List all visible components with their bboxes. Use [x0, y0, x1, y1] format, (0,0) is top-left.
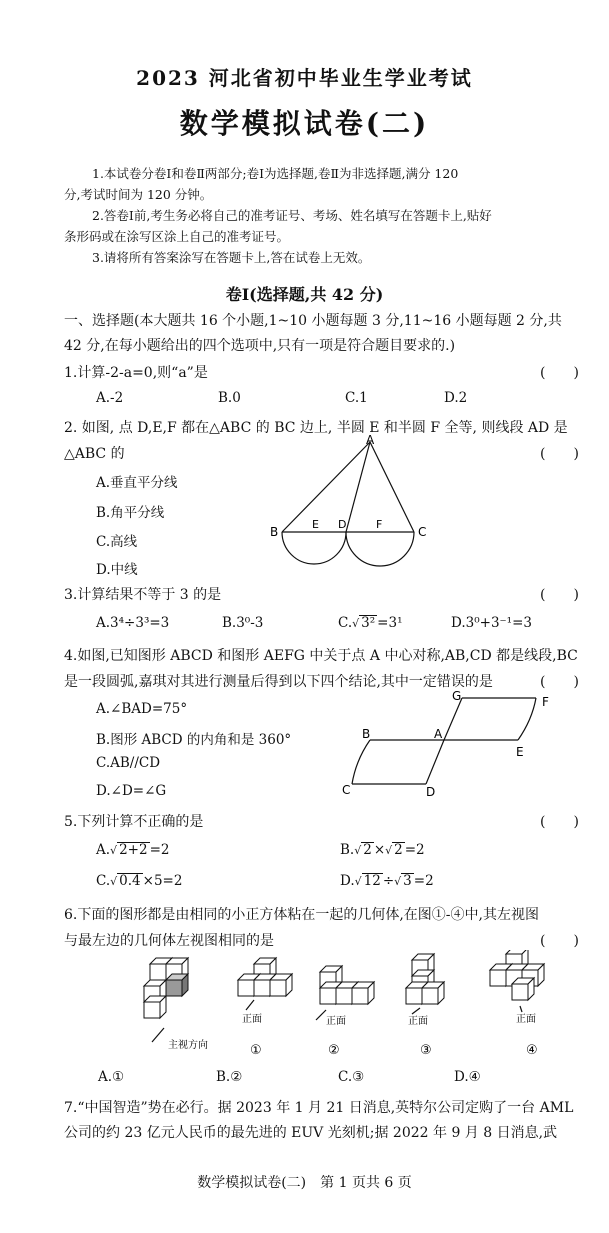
q6-front-label-1: 正面	[242, 1014, 262, 1025]
q6-figure-num-3: ③	[420, 1043, 432, 1058]
q2-option-c: C.高线	[96, 534, 138, 550]
q6-option-b: B.②	[216, 1069, 243, 1085]
exam-subtitle: 数学模拟试卷(二)	[179, 107, 430, 140]
q2-option-d: D.中线	[96, 562, 138, 578]
q2-label-c: C	[418, 525, 427, 539]
q2-label-a: A	[366, 433, 375, 447]
q5-option-c-result: ×5=2	[142, 873, 183, 889]
section-title: 卷Ⅰ(选择题,共 42 分)	[225, 285, 384, 304]
q6-front-label-4: 正面	[516, 1014, 536, 1025]
q3-option-c-radicand: 3²	[361, 615, 376, 631]
q6-solid-3	[406, 954, 444, 1004]
q3-option-a: A.3⁴÷3³=3	[96, 615, 170, 631]
q6-front-arrow-3	[412, 1008, 420, 1014]
q5-option-c-prefix: C.	[96, 873, 111, 889]
q7-line-2: 公司的约 23 亿元人民币的最先进的 EUV 光刻机;据 2022 年 9 月 8 日消息,武	[64, 1125, 558, 1141]
q6-answer-paren: ( )	[540, 933, 579, 949]
q5-option-b-operator: ×	[373, 842, 386, 858]
q6-option-c: C.③	[338, 1069, 365, 1085]
q6-stem-2: 与最左边的几何体左视图相同的是	[64, 933, 274, 949]
notice-line-2: 分,考试时间为 120 分钟。	[64, 187, 213, 202]
q1-option-d: D.2	[444, 390, 468, 406]
q6-figure-num-2: ②	[328, 1043, 340, 1058]
q2-label-b: B	[270, 525, 279, 539]
q5-option-b-radicand-2: 2	[394, 842, 403, 858]
q2-answer-paren: ( )	[540, 446, 579, 462]
q6-solid-1	[238, 958, 292, 996]
q2-segment-ab	[282, 442, 370, 532]
q5-option-b-radicand-1: 2	[363, 842, 372, 858]
q4-option-c: C.AB//CD	[96, 755, 161, 771]
q2-segment-ad	[346, 442, 370, 532]
q6-front-label-2: 正面	[326, 1016, 346, 1027]
q4-label-d: D	[426, 785, 436, 799]
q7-line-1: 7.“中国智造”势在必行。据 2023 年 1 月 21 日消息,英特尔公司定购了一台 AML	[64, 1100, 574, 1116]
q6-main-view-arrow	[152, 1028, 164, 1042]
q5-option-a-prefix: A.	[96, 842, 111, 858]
q3-option-c: C.√ 3² =3¹	[338, 615, 403, 631]
q5-option-d-radicand-1: 12	[363, 873, 381, 889]
q4-label-c: C	[342, 783, 351, 797]
section-intro-2: 42 分,在每小题给出的四个选项中,只有一项是符合题目要求的.)	[64, 338, 456, 354]
q4-stem-1: 4.如图,已知图形 ABCD 和图形 AEFG 中关于点 A 中心对称,AB,CD 都是线段,BC	[64, 648, 578, 664]
q4-option-b: B.图形 ABCD 的内角和是 360°	[96, 732, 292, 748]
q6-solid-4	[490, 950, 544, 1000]
q5-option-d-operator: ÷	[382, 873, 395, 889]
q6-figures	[130, 950, 570, 1060]
q4-segment-ad	[426, 740, 444, 784]
section-intro-1: 一、选择题(本大题共 16 个小题,1~10 小题每题 3 分,11~16 小题每题 2 分,共	[64, 313, 562, 329]
q3-option-d: D.3⁰+3⁻¹=3	[451, 615, 532, 631]
q6-front-arrow-1	[246, 1000, 254, 1010]
q5-option-c: C.√ 0.4 ×5=2	[96, 873, 183, 889]
q3-option-c-result: =3¹	[377, 615, 403, 631]
q4-segment-ag	[444, 698, 462, 740]
q2-stem-1: 2. 如图, 点 D,E,F 都在△ABC 的 BC 边上, 半圆 E 和半圆 F 全等, 则线段 AD 是	[64, 420, 568, 436]
q3-option-b: B.3⁰-3	[222, 615, 264, 631]
q5-answer-paren: ( )	[540, 814, 579, 830]
q1-option-a: A.-2	[96, 390, 124, 406]
q3-stem: 3.计算结果不等于 3 的是	[64, 587, 222, 603]
q6-figure-num-4: ④	[526, 1043, 538, 1058]
q3-option-c-prefix: C.	[338, 615, 353, 631]
q4-label-a: A	[434, 727, 443, 741]
q5-option-d-prefix: D.	[340, 873, 355, 889]
q5-option-c-radicand: 0.4	[119, 873, 141, 889]
notice-line-1: 1.本试卷分卷Ⅰ和卷Ⅱ两部分;卷Ⅰ为选择题,卷Ⅱ为非选择题,满分 120	[92, 166, 459, 181]
q5-option-b: B.√ 2 ×√ 2 =2	[340, 842, 425, 858]
q6-front-label-3: 正面	[408, 1016, 428, 1027]
q6-main-solid	[144, 958, 188, 1018]
q1-stem: 1.计算-2-a=0,则“a”是	[64, 365, 208, 381]
q2-option-a: A.垂直平分线	[96, 475, 178, 491]
q3-answer-paren: ( )	[540, 587, 579, 603]
q4-label-f: F	[542, 695, 549, 709]
q4-arc-bc	[352, 740, 370, 784]
q1-answer-paren: ( )	[540, 365, 579, 381]
q6-figure-num-1: ①	[250, 1043, 262, 1058]
q1-option-b: B.0	[218, 390, 241, 406]
q5-option-d-radicand-2: 3	[403, 873, 412, 889]
q6-option-d: D.④	[454, 1069, 481, 1085]
q2-semicircle-e	[282, 532, 346, 564]
q6-main-view-label: 主视方向	[168, 1040, 208, 1051]
exam-title: 2023 河北省初中毕业生学业考试	[136, 66, 473, 90]
q4-option-d: D.∠D=∠G	[96, 783, 167, 799]
q5-option-a-result: =2	[149, 842, 170, 858]
q5-stem: 5.下列计算不正确的是	[64, 814, 204, 830]
q2-label-e: E	[312, 518, 319, 531]
q6-front-arrow-2	[316, 1010, 326, 1020]
q4-stem-2: 是一段圆弧,嘉琪对其进行测量后得到以下四个结论,其中一定错误的是	[64, 674, 493, 690]
q6-option-a: A.①	[98, 1069, 125, 1085]
q4-option-a: A.∠BAD=75°	[96, 701, 188, 717]
q5-option-b-prefix: B.	[340, 842, 355, 858]
notice-line-4: 条形码或在涂写区涂上自己的准考证号。	[64, 229, 290, 244]
q2-semicircle-f	[346, 532, 414, 566]
q6-stem-1: 6.下面的图形都是由相同的小正方体粘在一起的几何体,在图①-④中,其左视图	[64, 907, 539, 923]
q5-option-d-result: =2	[413, 873, 434, 889]
notice-line-5: 3.请将所有答案涂写在答题卡上,答在试卷上无效。	[92, 250, 371, 265]
q4-answer-paren: ( )	[540, 674, 579, 690]
q1-option-c: C.1	[345, 390, 368, 406]
q5-option-b-result: =2	[404, 842, 425, 858]
notice-line-3: 2.答卷Ⅰ前,考生务必将自己的准考证号、考场、姓名填写在答题卡上,贴好	[92, 208, 492, 223]
q2-label-d: D	[338, 518, 347, 531]
q2-figure	[268, 432, 438, 580]
q4-label-b: B	[362, 727, 371, 741]
page-footer: 数学模拟试卷(二) 第 1 页共 6 页	[197, 1175, 412, 1191]
q6-front-arrow-4	[520, 1006, 522, 1012]
q5-option-d: D.√ 12 ÷√ 3 =2	[340, 873, 434, 889]
q4-label-g: G	[452, 690, 462, 703]
q2-option-b: B.角平分线	[96, 505, 165, 521]
q4-arc-ef	[518, 698, 536, 740]
q5-option-a: A.√ 2+2 =2	[96, 842, 170, 858]
q2-label-f: F	[376, 518, 383, 531]
q5-option-a-radicand: 2+2	[119, 842, 148, 858]
q2-stem-2: △ABC 的	[64, 446, 125, 462]
q4-figure	[336, 690, 561, 800]
q6-solid-2	[320, 966, 374, 1004]
q4-label-e: E	[516, 745, 524, 759]
